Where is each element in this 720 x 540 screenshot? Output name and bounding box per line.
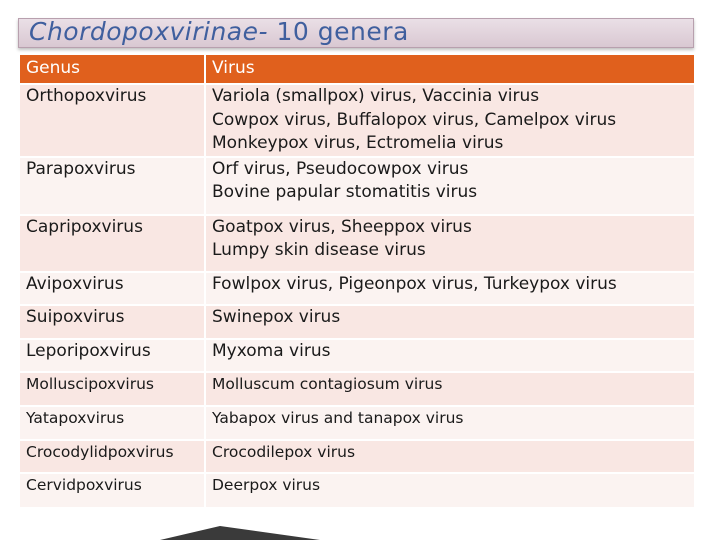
table-header-row <box>19 54 695 84</box>
table-row <box>19 305 695 339</box>
virus-line: Bovine papular stomatitis virus <box>212 182 478 202</box>
genus-cell: Suipoxvirus <box>19 305 205 339</box>
virus-line: Orf virus, Pseudocowpox virus <box>212 158 469 179</box>
genus-cell: Leporipoxvirus <box>19 339 205 372</box>
genus-cell: Yatapoxvirus <box>19 406 205 440</box>
virus-line: Monkeypox virus, Ectromelia virus <box>212 133 504 153</box>
virus-cell <box>205 406 695 440</box>
genus-cell: Crocodylidpoxvirus <box>19 440 205 473</box>
virus-line: Deerpox virus <box>212 475 321 494</box>
virus-line: Molluscum contagiosum virus <box>212 374 443 393</box>
table-row <box>19 84 695 157</box>
table-row <box>19 339 695 372</box>
genus-cell: Orthopoxvirus <box>19 84 205 157</box>
title-rest-part: 10 genera <box>268 17 409 46</box>
virus-line: Variola (smallpox) virus, Vaccinia virus <box>212 86 540 106</box>
virus-line: Goatpox virus, Sheeppox virus <box>212 216 472 237</box>
virus-line: Lumpy skin disease virus <box>212 240 426 260</box>
virus-cell <box>205 440 695 473</box>
virus-cell <box>205 372 695 406</box>
decorative-swoosh <box>160 518 320 540</box>
virus-line: Crocodilepox virus <box>212 442 356 461</box>
page-title <box>29 17 409 46</box>
virus-cell <box>205 305 695 339</box>
virus-cell <box>205 84 695 157</box>
virus-line: Yabapox virus and tanapox virus <box>212 408 464 427</box>
virus-line: Swinepox virus <box>212 306 341 327</box>
virus-cell <box>205 339 695 372</box>
table-row <box>19 157 695 215</box>
table-row <box>19 406 695 440</box>
genus-cell: Molluscipoxvirus <box>19 372 205 406</box>
virus-cell <box>205 473 695 508</box>
virus-cell <box>205 157 695 215</box>
genus-cell: Parapoxvirus <box>19 157 205 215</box>
table-row <box>19 372 695 406</box>
table-row <box>19 272 695 305</box>
virus-line: Cowpox virus, Buffalopox virus, Camelpox virus <box>212 109 617 130</box>
title-italic-part: Chordopoxvirinae- <box>29 17 269 46</box>
genus-cell: Avipoxvirus <box>19 272 205 305</box>
virus-cell <box>205 272 695 305</box>
title-bar <box>18 18 694 48</box>
genera-table <box>18 53 696 509</box>
genus-cell: Capripoxvirus <box>19 215 205 272</box>
virus-line: Fowlpox virus, Pigeonpox virus, Turkeypox virus <box>212 273 617 294</box>
virus-cell <box>205 215 695 272</box>
virus-column-header: Virus <box>205 54 695 84</box>
table-row <box>19 215 695 272</box>
genus-cell: Cervidpoxvirus <box>19 473 205 508</box>
table-row <box>19 440 695 473</box>
virus-line: Myxoma virus <box>212 340 331 361</box>
genus-column-header: Genus <box>19 54 205 84</box>
table-row <box>19 473 695 508</box>
